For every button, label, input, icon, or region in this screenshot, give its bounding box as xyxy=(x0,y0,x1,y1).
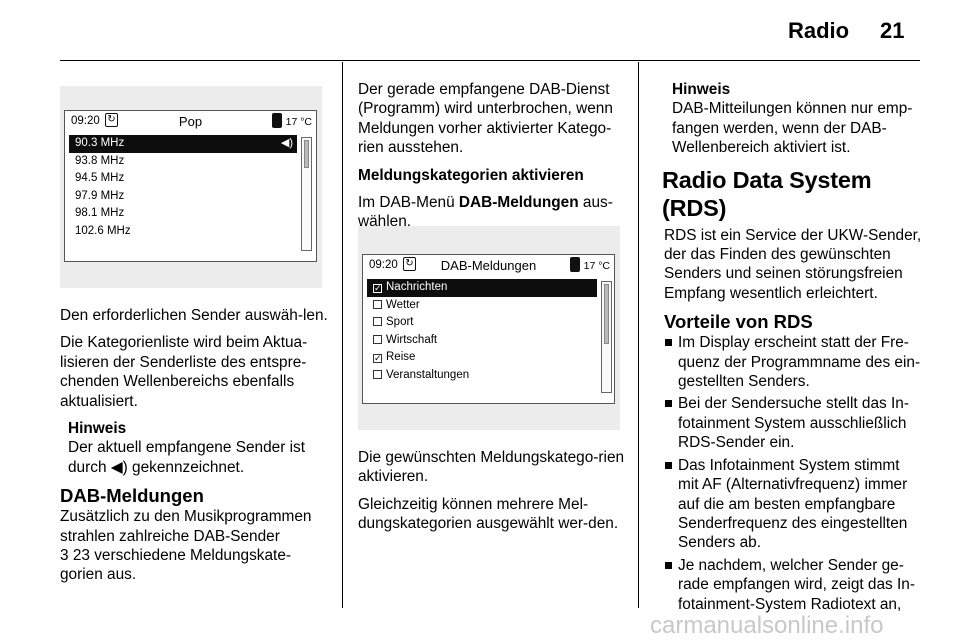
paragraph: Der gerade empfangene DAB-Dienst (Programm) wird unterbrochen, wenn Meldungen vorher aktivierter Katego-rien ausstehen. xyxy=(358,81,613,157)
scrollbar xyxy=(301,137,312,251)
note-heading: Hinweis xyxy=(68,420,127,438)
category-list-item[interactable] xyxy=(367,314,597,332)
category-label: Sport xyxy=(386,316,414,328)
category-label: Wetter xyxy=(386,298,420,311)
page-number: 21 xyxy=(880,18,905,43)
bullet-list xyxy=(664,333,922,614)
category-label: Reise xyxy=(386,351,416,363)
paragraph: Den erforderlichen Sender auswäh-len. xyxy=(60,307,328,324)
header-rule xyxy=(60,60,920,61)
column-1 xyxy=(60,306,330,585)
column-2 xyxy=(358,80,626,240)
thermometer-icon xyxy=(272,113,282,128)
station-frequency: 93.8 MHz xyxy=(75,154,125,167)
screen-title: Pop xyxy=(178,114,203,129)
section-heading: Radio Data System (RDS) xyxy=(662,166,872,221)
paragraph: Gleichzeitig können mehrere Mel-dungskategorien ausgewählt wer-den. xyxy=(358,495,619,533)
category-label: Nachrichten xyxy=(386,281,448,293)
paragraph: Die Kategorienliste wird beim Aktua-lisieren der Senderliste des entspre-chenden Wellenbereichs ebenfalls aktualisiert. xyxy=(60,334,308,410)
cross-reference-link[interactable]: 3 23 verschiedene Meldungskate-gorien aus. xyxy=(60,547,292,584)
checkbox-icon[interactable] xyxy=(373,300,382,309)
bullet-item: Je nachdem, welcher Sender ge-rade empfangen wird, zeigt das In-fotainment-System Radiotext an, xyxy=(664,556,922,614)
column-3 xyxy=(664,80,922,617)
display-screen xyxy=(64,110,317,262)
status-bar xyxy=(363,255,614,277)
checkbox-icon[interactable] xyxy=(373,370,382,379)
text: Im DAB-Menü xyxy=(358,194,459,212)
paragraph xyxy=(358,193,626,232)
station-frequency: 90.3 MHz xyxy=(75,137,125,149)
column-divider-1 xyxy=(342,62,343,608)
status-bar xyxy=(65,111,316,133)
category-list xyxy=(367,279,597,384)
running-header-title: Radio xyxy=(788,18,850,43)
category-list-item[interactable] xyxy=(367,332,597,350)
display-screen xyxy=(362,254,615,404)
refresh-icon: ↻ xyxy=(105,113,118,127)
note-box xyxy=(60,419,330,477)
note-heading: Hinweis xyxy=(672,81,731,98)
note-text: Der aktuell empfangene Sender ist durch ◀) gekennzeichnet. xyxy=(68,439,305,476)
station-list-item[interactable] xyxy=(69,170,297,188)
scrollbar-thumb xyxy=(604,284,609,344)
speaker-icon: ◀) xyxy=(280,137,293,149)
text: aus-wählen. xyxy=(358,194,613,231)
thermometer-icon xyxy=(570,257,580,272)
paragraph: Zusätzlich zu den Musikprogrammen strahlen zahlreiche DAB-Sender xyxy=(60,508,312,545)
category-list-item[interactable] xyxy=(367,279,597,297)
scrollbar-thumb xyxy=(304,140,309,168)
note-box xyxy=(664,80,922,158)
temperature: 17 °C xyxy=(583,260,610,272)
station-list xyxy=(69,135,297,240)
station-frequency: 97.9 MHz xyxy=(75,189,125,202)
station-frequency: 94.5 MHz xyxy=(75,172,125,184)
screen-title: DAB-Meldungen xyxy=(440,258,537,273)
bullet-item: Bei der Sendersuche stellt das In-fotainment System ausschließlich RDS-Sender ein. xyxy=(664,394,922,452)
station-frequency: 102.6 MHz xyxy=(75,224,131,237)
scrollbar xyxy=(601,281,612,393)
refresh-icon: ↻ xyxy=(403,257,416,271)
station-list-item[interactable] xyxy=(69,223,297,241)
category-label: Wirtschaft xyxy=(386,333,438,346)
station-list-item[interactable] xyxy=(69,135,297,153)
checked-checkbox-icon[interactable]: ✓ xyxy=(374,283,382,293)
station-list-item[interactable] xyxy=(69,205,297,223)
temperature: 17 °C xyxy=(285,116,312,128)
note-text: DAB-Mitteilungen können nur emp-fangen werden, wenn der DAB-Wellenbereich aktiviert ist. xyxy=(672,100,913,157)
screenshot-station-list xyxy=(60,86,322,288)
menu-name: DAB-Meldungen xyxy=(458,194,579,212)
bullet-item: Das Infotainment System stimmt mit AF (Alternativfrequenz) immer auf die am besten empfangbare Senderfrequenz des eingestellten Senders ab. xyxy=(664,456,922,553)
checkbox-icon[interactable] xyxy=(373,317,382,326)
checkbox-icon[interactable] xyxy=(373,335,382,344)
checked-checkbox-icon[interactable]: ✓ xyxy=(374,353,382,363)
paragraph: RDS ist ein Service der UKW-Sender, der das Finden des gewünschten Senders und seinen störungsfreien Empfang wesentlich erleichtert. xyxy=(664,226,922,302)
category-list-item[interactable] xyxy=(367,367,597,385)
column-2-lower xyxy=(358,448,626,542)
station-list-item[interactable] xyxy=(69,188,297,206)
category-list-item[interactable] xyxy=(367,349,597,367)
station-frequency: 98.1 MHz xyxy=(75,207,125,219)
bullet-item: Im Display erscheint statt der Fre-quenz der Programmname des ein-gestellten Senders. xyxy=(664,333,922,391)
category-list-item[interactable] xyxy=(367,297,597,315)
subsection-heading: Vorteile von RDS xyxy=(664,311,813,333)
category-label: Veranstaltungen xyxy=(386,368,470,381)
column-divider-2 xyxy=(638,62,639,608)
clock: 09:20 xyxy=(71,115,100,127)
watermark: carmanualsonline.info xyxy=(650,612,884,639)
paragraph: Die gewünschten Meldungskatego-rien aktivieren. xyxy=(358,449,625,486)
station-list-item[interactable] xyxy=(69,153,297,171)
subheading: Meldungskategorien aktivieren xyxy=(358,166,584,184)
clock: 09:20 xyxy=(369,259,398,271)
section-heading: DAB-Meldungen xyxy=(60,485,204,507)
screenshot-dab-meldungen xyxy=(358,226,620,430)
